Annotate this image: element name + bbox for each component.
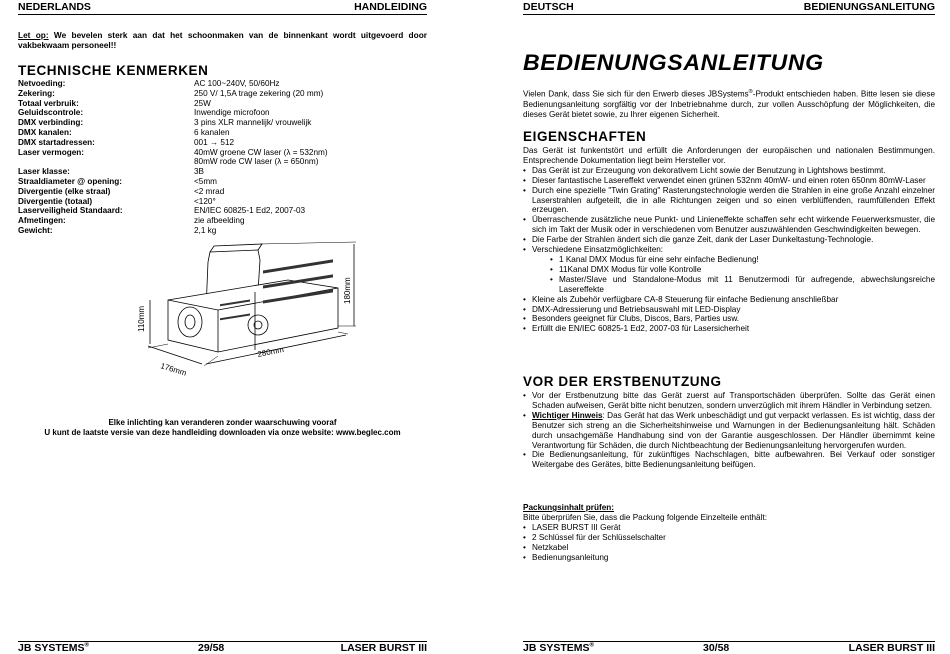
- features-heading: EIGENSCHAFTEN: [523, 129, 647, 144]
- spec-row: [18, 157, 427, 167]
- bullet-icon: •: [523, 542, 526, 552]
- spec-key: Straaldiameter @ opening:: [18, 176, 122, 186]
- notice-line-1: Elke inlichting kan veranderen zonder waarschuwing vooraf: [108, 418, 337, 427]
- bullet-icon: •: [523, 185, 526, 195]
- spec-key: Divergentie (totaal): [18, 196, 93, 206]
- spec-row: [18, 108, 427, 118]
- package-heading: Packungsinhalt prüfen:: [523, 503, 614, 512]
- spec-row: [18, 128, 427, 138]
- list-item-text: 1 Kanal DMX Modus für eine sehr einfache Bedienung!: [559, 254, 759, 264]
- spec-key: Laser vermogen:: [18, 147, 84, 157]
- spec-value: 250 V/ 1,5A trage zekering (20 mm): [194, 88, 324, 98]
- left-footer: [18, 641, 427, 654]
- right-footer-brand: JB SYSTEMS®: [523, 642, 594, 654]
- bullet-icon: •: [523, 552, 526, 562]
- right-header-title: BEDIENUNGSANLEITUNG: [803, 1, 935, 13]
- spec-key: Divergentie (elke straal): [18, 186, 111, 196]
- dim-height-label: 110mm: [137, 305, 146, 332]
- spec-row: [18, 197, 427, 207]
- before-use-heading: VOR DER ERSTBENUTZUNG: [523, 374, 722, 389]
- list-item: • Vor der Erstbenutzung bitte das Gerät zuerst auf Transportschäden überprüfen. Sollte das Gerät einen Schaden aufweisen, Gerät bitte nicht benutzen, sondern unverzüglich mit ihrem Händler in Verbindung setzen.: [523, 391, 935, 410]
- spec-key: Gewicht:: [18, 225, 53, 235]
- list-item-text: Netzkabel: [532, 542, 569, 552]
- bullet-icon: •: [523, 324, 526, 334]
- intro-paragraph: Vielen Dank, dass Sie sich für den Erwerb dieses JBSystems®-Produkt entschieden haben. Bitte lesen sie diese Bedienungsanleitung sorgfältig vor der Inbetriebnahme durch, zur vollen Ausschöpfung der Möglichkeiten, die dieses Gerät bietet sowie, zu Ihrer eigenen Sicherheit.: [523, 89, 935, 119]
- list-item-text: LASER BURST III Gerät: [532, 522, 621, 532]
- page-title: BEDIENUNGSANLEITUNG: [523, 50, 824, 75]
- spec-row: [18, 167, 427, 177]
- spec-value: AC 100~240V, 50/60Hz: [194, 79, 280, 88]
- bullet-icon: •: [550, 254, 553, 264]
- left-header-language: NEDERLANDS: [18, 1, 91, 13]
- list-item-text: Durch eine spezielle "Twin Grating" Rasterungstechnologie werden die Strahlen in eine große Anzahl einzelner Laserstrahlen aufgeteilt, die in alle Richtungen zeigen und so einen verblüffenden, raumfüllenden Effekt erzeugen.: [532, 185, 935, 215]
- left-footer-brand: JB SYSTEMS®: [18, 642, 89, 654]
- features-sub-list: [523, 255, 935, 295]
- right-footer-product: LASER BURST III: [848, 642, 935, 654]
- bullet-icon: •: [523, 314, 526, 324]
- right-page: [523, 0, 935, 654]
- spec-value: 3B: [194, 167, 205, 177]
- notice: [18, 418, 427, 438]
- spec-value: <5mm: [194, 176, 217, 186]
- right-footer: [523, 641, 935, 654]
- spec-value: 25W: [194, 98, 211, 108]
- list-item: [523, 533, 935, 543]
- spec-value: <120°: [194, 196, 216, 206]
- package-list: [523, 523, 935, 563]
- list-item: • Wichtiger Hinweis: Das Gerät hat das Werk unbeschädigt und gut verpackt verlassen. Es ist wichtig, dass der Benutzer sich streng an die Sicherheitshinweise und Warnungen in der Bedienungsanleitung hält. Schäden durch unsachgemäße Handhabung sind von der Garantie ausgeschlossen. Der Händler übernimmt keine Verantwortung für Schäden, die durch Nichtbeachtung der Bedienungsanleitung hervorgerufen wurden.: [523, 410, 935, 450]
- left-header: [18, 0, 427, 15]
- list-item: [523, 166, 935, 176]
- bullet-icon: •: [523, 294, 526, 304]
- dim-width-label: 280mm: [256, 345, 285, 359]
- list-item-text: 2 Schlüssel für der Schlüsselschalter: [532, 532, 666, 542]
- spec-key: Geluidscontrole:: [18, 108, 84, 118]
- bullet-icon: •: [550, 274, 553, 284]
- spec-row: [18, 99, 427, 109]
- spec-value: zie afbeelding: [194, 216, 245, 226]
- specs-table: [18, 79, 427, 236]
- list-item-text: Master/Slave und Standalone-Modus mit 11 Benutzermodi für aufregende, abwechslungsreiche Lasereffekte: [559, 274, 935, 294]
- list-item: [523, 295, 935, 305]
- list-item-text: 11Kanal DMX Modus für volle Kontrolle: [559, 264, 702, 274]
- list-item-text: Überraschende zusätzliche neue Punkt- und Linieneffekte schaffen sehr echt wirkende Feuerwerksmuster, die sich im Takt der Musik oder in verschiedenen vom Benutzer auszuwählenden Geschwindigkeiten bewegen.: [532, 215, 935, 235]
- spec-key: Netvoeding:: [18, 79, 66, 88]
- spec-value: Inwendige microfoon: [194, 108, 270, 118]
- spec-key: Afmetingen:: [18, 216, 66, 226]
- list-item: [523, 553, 935, 563]
- list-item: [523, 186, 935, 216]
- list-item: [523, 523, 935, 533]
- spec-row: [18, 138, 427, 148]
- right-footer-page: 30/58: [703, 642, 730, 654]
- warning-label: Let op:: [18, 30, 49, 40]
- spec-key: DMX kanalen:: [18, 127, 72, 137]
- list-item: [523, 255, 935, 265]
- list-item: [523, 275, 935, 295]
- list-item: • Die Bedienungsanleitung, für zukünftiges Nachschlagen, bitte aufbewahren. Bei Verkauf oder sonstiger Weitergabe des Gerätes, bitte Bedienungsanleitung beifügen.: [523, 450, 935, 470]
- bullet-icon: •: [523, 245, 526, 255]
- spec-row: [18, 148, 427, 158]
- specs-heading: TECHNISCHE KENMERKEN: [18, 63, 209, 78]
- list-item-text: DMX-Adressierung und Betriebsauswahl mit LED-Display: [532, 304, 741, 314]
- spec-row: [18, 226, 427, 236]
- list-item-text: Verschiedene Einsatzmöglichkeiten:: [532, 245, 664, 255]
- spec-value: 2,1 kg: [194, 225, 217, 235]
- spec-value: 40mW groene CW laser (λ = 532nm): [194, 147, 328, 157]
- features-more-list: [523, 295, 935, 335]
- spec-key: [18, 157, 194, 167]
- list-item-text: Dieser fantastische Lasereffekt verwendet einen grünen 532nm 40mW- und einen roten 650nm 80mW-Laser: [532, 175, 926, 185]
- list-item-text: Bedienungsanleitung: [532, 552, 609, 562]
- list-item-text: Erfüllt die EN/IEC 60825-1 Ed2, 2007-03 für Lasersicherheit: [532, 324, 750, 334]
- spec-row: [18, 89, 427, 99]
- spec-key: Totaal verbruik:: [18, 98, 79, 108]
- spec-row: [18, 216, 427, 226]
- warning-text: We bevelen sterk aan dat het schoonmaken van de binnenkant wordt uitgevoerd door vakbekwaam personeel!!: [18, 30, 427, 50]
- bullet-icon: •: [523, 215, 526, 225]
- features-section: [523, 146, 935, 334]
- left-footer-product: LASER BURST III: [340, 642, 427, 654]
- spec-row: [18, 206, 427, 216]
- spec-value: EN/IEC 60825-1 Ed2, 2007-03: [194, 206, 306, 216]
- right-header-language: DEUTSCH: [523, 1, 574, 13]
- spec-key: Laserveiligheid Standaard:: [18, 206, 123, 216]
- left-footer-page: 29/58: [198, 642, 225, 654]
- bullet-icon: •: [523, 532, 526, 542]
- spec-key: Zekering:: [18, 88, 55, 98]
- left-page: [18, 0, 427, 654]
- list-item-text: Besonders geeignet für Clubs, Discos, Bars, Parties usw.: [532, 314, 740, 324]
- list-item: [523, 265, 935, 275]
- bullet-icon: •: [523, 235, 526, 245]
- list-item: [523, 324, 935, 334]
- product-dimension-drawing: [108, 240, 363, 390]
- spec-value: 001 → 512: [194, 137, 235, 147]
- cleaning-warning: [18, 30, 427, 50]
- bullet-icon: •: [523, 304, 526, 314]
- list-item: [523, 176, 935, 186]
- spec-key: DMX startadressen:: [18, 137, 95, 147]
- spec-row: [18, 79, 427, 89]
- spec-key: DMX verbinding:: [18, 118, 84, 128]
- list-item: [523, 215, 935, 235]
- spec-row: [18, 177, 427, 187]
- bullet-icon: •: [523, 165, 526, 175]
- spec-value: <2 mrad: [194, 186, 225, 196]
- list-item-text: Das Gerät ist zur Erzeugung von dekorativem Licht sowie der Benutzung in Lightshows bestimmt.: [532, 165, 886, 175]
- dim-total-height-label: 180mm: [343, 277, 352, 304]
- before-use-section: [523, 391, 935, 470]
- spec-value: 3 pins XLR mannelijk/ vrouwelijk: [194, 118, 312, 128]
- features-intro: Das Gerät ist funkentstört und erfüllt die Anforderungen der europäischen und nationalen Bestimmungen. Entsprechende Dokumentation liegt beim Hersteller vor.: [523, 146, 935, 165]
- list-item: [523, 245, 935, 255]
- package-intro: Bitte überprüfen Sie, dass die Packung folgende Einzelteile enthält:: [523, 512, 767, 522]
- list-item: [523, 314, 935, 324]
- bullet-icon: •: [523, 522, 526, 532]
- spec-value: 6 kanalen: [194, 127, 230, 137]
- package-section: [523, 503, 935, 562]
- dim-depth-label: 176mm: [159, 361, 188, 378]
- bullet-icon: •: [550, 264, 553, 274]
- spec-row: [18, 187, 427, 197]
- left-header-title: HANDLEIDING: [354, 1, 427, 13]
- spec-value: 80mW rode CW laser (λ = 650nm): [194, 157, 319, 167]
- list-item: [523, 543, 935, 553]
- list-item: [523, 305, 935, 315]
- list-item: [523, 235, 935, 245]
- features-list: [523, 166, 935, 255]
- list-item-text: Die Farbe der Strahlen ändert sich die ganze Zeit, dank der Laser Dunkeltastung-Technologie.: [532, 235, 874, 245]
- right-header: [523, 0, 935, 15]
- bullet-icon: •: [523, 175, 526, 185]
- list-item-text: Kleine als Zubehör verfügbare CA-8 Steuerung für einfache Bedienung anschließbar: [532, 294, 839, 304]
- notice-line-2: U kunt de laatste versie van deze handleiding downloaden via onze website: www.beglec.com: [44, 428, 401, 437]
- spec-key: Laser klasse:: [18, 167, 70, 177]
- spec-row: [18, 118, 427, 128]
